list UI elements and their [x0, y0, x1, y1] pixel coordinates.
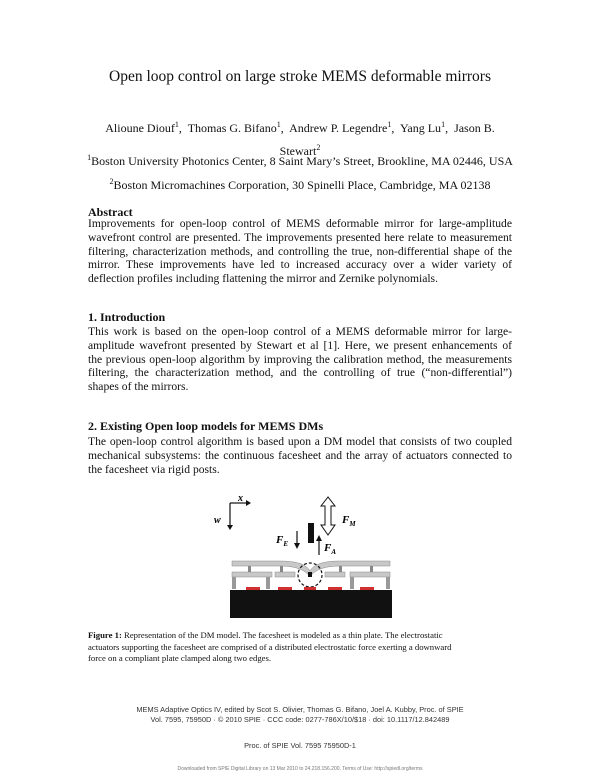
substrate — [230, 590, 392, 618]
author-sup: 1 — [276, 120, 281, 129]
arrow-down-icon — [294, 531, 300, 549]
author-line-1: Alioune Diouf$^1$, Thomas G. Bifano$^1$, Andrew P. Legendre$^1$, Yang Lu$^1$, Jason B. — [105, 120, 495, 135]
section-2-body — [88, 435, 512, 476]
text-line: filtering, the characterization method, and the controlling of true (“non-differential”) — [88, 366, 512, 380]
section-1-body — [88, 325, 512, 394]
author-name: Andrew P. Legendre — [289, 121, 388, 135]
text-line: The open-loop control algorithm is based upon a DM model that consists of two coupled — [88, 435, 512, 448]
double-arrow-icon — [321, 497, 335, 535]
axes-icon — [227, 500, 251, 530]
dm-model-figure — [214, 493, 400, 623]
author-name: Yang Lu — [399, 121, 442, 135]
label-w: w — [214, 515, 221, 526]
arrow-up-icon — [316, 535, 322, 555]
text-line: amplitude wavefront presented by Stewart et al [1]. Here, we present enhancements of — [88, 338, 512, 352]
text-line: wavefront control are presented. The improvements presented here relate to measurement — [88, 230, 512, 244]
figure-caption — [88, 630, 512, 665]
label-fe: $F_E$ — [276, 534, 289, 548]
text-line: shapes of the mirrors. — [88, 380, 189, 394]
author-sup: 2 — [316, 143, 321, 152]
affiliation-sup: 2 — [109, 177, 114, 186]
author-sup: 1 — [441, 120, 446, 129]
caption-line: actuators supporting the facesheet are comprised of a distributed electrostatic force exerting a downward — [88, 641, 452, 652]
label-x: x — [238, 493, 243, 504]
affiliation-2 — [0, 177, 600, 193]
text-line: deflection profiles including flattening the mirror and Zernike polynomials. — [88, 272, 438, 286]
section-1-heading: 1. Introduction — [88, 310, 166, 324]
text-line: the facesheet via rigid posts. — [88, 462, 220, 476]
footer-line: MEMS Adaptive Optics IV, edited by Scot S. Olivier, Thomas G. Bifano, Joel A. Kubby, Proc. of SPIE — [136, 705, 464, 714]
electrode — [328, 587, 342, 590]
caption-label: Figure 1: — [88, 630, 122, 640]
text-line: This work is based on the open-loop control of a MEMS deformable mirror for large- — [88, 325, 512, 338]
caption-line — [88, 630, 512, 642]
download-notice: Downloaded from SPIE Digital Library on 13 Mar 2010 to 24.218.156.200. Terms of Use: http://spiedl.org/terms — [177, 766, 423, 772]
electrode — [278, 587, 292, 590]
author-sup: 1 — [174, 120, 179, 129]
author-name: Thomas G. Bifano — [187, 121, 277, 135]
label-fm: $F_M$ — [342, 514, 356, 528]
abstract-body — [88, 217, 512, 286]
label-fa: $F_A$ — [324, 542, 337, 556]
affiliation-1 — [0, 153, 600, 169]
caption-line: force on a compliant plate clamped along two edges. — [88, 653, 272, 663]
author-name: Alioune Diouf — [105, 121, 175, 135]
text-line: the previous open-loop algorithm by improving the calibration method, the measurements — [88, 352, 512, 366]
actuator-post — [308, 523, 314, 543]
text-line: Improvements for open-loop control of MEMS deformable mirror for large-amplitude — [88, 217, 512, 230]
text-line: mirror. These improvements have led to increased accuracy over a wider variety of — [88, 258, 512, 272]
abstract-heading: Abstract — [88, 205, 133, 219]
electrode — [360, 587, 374, 590]
paper-title: Open loop control on large stroke MEMS deformable mirrors — [109, 68, 491, 85]
section-2-heading: 2. Existing Open loop models for MEMS DMs — [88, 419, 324, 433]
author-sup: 1 — [387, 120, 392, 129]
author-name: Jason B. — [454, 121, 495, 135]
affiliation-text: Boston Micromachines Corporation, 30 Spinelli Place, Cambridge, MA 02138 — [113, 178, 491, 192]
text-line: filtering, characterization methods, and controlling the true, non-differential shape of the — [88, 244, 512, 258]
electrode — [246, 587, 260, 590]
electrode — [304, 587, 316, 590]
page-number: Proc. of SPIE Vol. 7595 75950D-1 — [244, 741, 356, 750]
text-line: mechanical subsystems: the continuous facesheet and the array of actuators connected to — [88, 448, 512, 462]
caption-text: Representation of the DM model. The facesheet is modeled as a thin plate. The electrostatic — [121, 630, 443, 640]
affiliation-sup: 1 — [87, 153, 92, 162]
author-name: Stewart — [279, 144, 317, 158]
footer-citation — [0, 705, 600, 724]
footer-line: Vol. 7595, 75950D · © 2010 SPIE · CCC code: 0277-786X/10/$18 · doi: 10.1117/12.842489 — [150, 714, 450, 724]
affiliation-text: Boston University Photonics Center, 8 Saint Mary’s Street, Brookline, MA 02446, USA — [91, 154, 513, 168]
